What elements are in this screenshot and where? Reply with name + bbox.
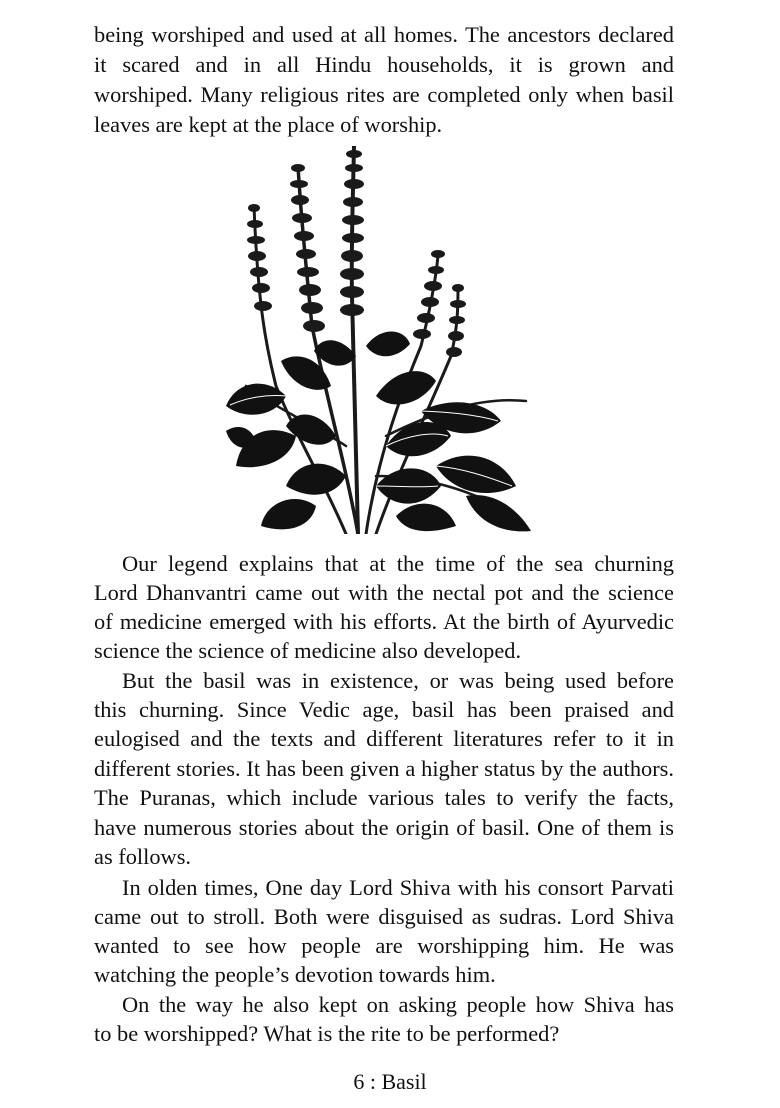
text-line: Lord Dhanvantri came out with the nectal pot and the science: [94, 580, 674, 605]
text-line: watching the people’s devotion towards him.: [94, 962, 496, 987]
text-line: different stories. It has been given a higher status by the authors.: [94, 756, 674, 781]
basil-plant-illustration: [226, 146, 556, 534]
page-footer: 6 : Basil: [353, 1069, 427, 1094]
flower-spike: [446, 284, 466, 357]
text-line: came out to stroll. Both were disguised as sudras. Lord Shiva: [94, 904, 674, 929]
text-line: this churning. Since Vedic age, basil has been praised and: [94, 697, 674, 722]
text-line: worshiped. Many religious rites are completed only when basil: [94, 82, 674, 107]
text-line: science the science of medicine also developed.: [94, 638, 522, 663]
text-line: leaves are kept at the place of worship.: [94, 112, 443, 137]
text-line: to be worshipped? What is the rite to be performed?: [94, 1021, 560, 1046]
text-line: as follows.: [94, 844, 192, 869]
text-line: have numerous stories about the origin of basil. One of them is: [94, 815, 674, 840]
text-line: of medicine emerged with his efforts. At the birth of Ayurvedic: [94, 609, 674, 634]
flower-spike: [290, 164, 325, 332]
text-line: being worshiped and used at all homes. The ancestors declared: [94, 22, 674, 47]
text-line: eulogised and the texts and different literatures refer to it in: [94, 726, 674, 751]
text-line: In olden times, One day Lord Shiva with his consort Parvati: [122, 875, 674, 900]
text-line: it scared and in all Hindu households, it is grown and: [94, 52, 674, 77]
text-line: But the basil was in existence, or was being used before: [122, 668, 674, 693]
text-line: wanted to see how people are worshipping him. He was: [94, 933, 674, 958]
text-line: Our legend explains that at the time of the sea churning: [122, 551, 674, 576]
text-line: The Puranas, which include various tales to verify the facts,: [94, 785, 674, 810]
text-line: On the way he also kept on asking people how Shiva has: [122, 992, 674, 1017]
flower-spike: [413, 250, 445, 339]
